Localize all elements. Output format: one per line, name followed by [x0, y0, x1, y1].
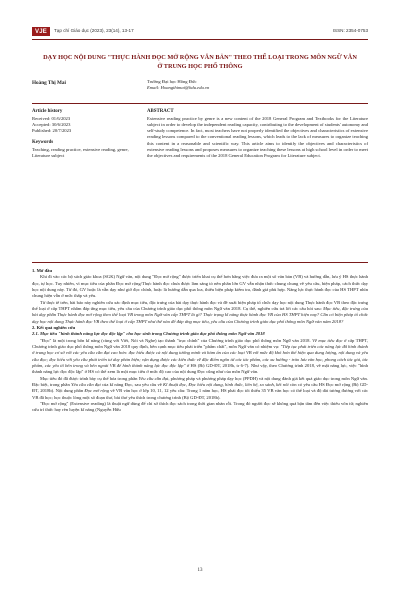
- abstract-text: Extensive reading practice by genre is a new content of the 2018 General Program and Textbooks for the Literature subject in order to develop the independent reading capacity, contributing to the development of students' autonomy and self-study competence. In fact, most teachers have not properly identified the objectives and characteristics of extensive reading lessons compared to the conventional reading lessons, which leads to the lack of measures to organize teaching this content in a reasonable and scientific way. This article aims to identify the objectives and characteristics of extensive reading lessons and proposes measures to organize teaching these lessons at high school level in order to meet the objectives and requirements of the 2018 General Education Program for Literature subject.: [147, 115, 368, 159]
- article-info: [32, 109, 136, 159]
- abstract-heading: ABSTRACT: [147, 109, 174, 114]
- info-rule-bottom: [32, 262, 368, 263]
- header-rule: [32, 39, 368, 40]
- published-date: Published: 20/7/2023: [32, 128, 72, 134]
- author-email: Email: Hoangthimai@hdu.edu.vn: [147, 85, 210, 91]
- article-history-heading: Article history: [32, 109, 63, 114]
- paragraph-4: Mục tiêu đó đã được trình bày cụ thể hóa trong phần Yêu cầu cần đạt, phương pháp và phương pháp dạy học (PPDH) và nội dung đánh giá kết quả giáo dục trong môn Ngữ văn. Đặc biệt, trong phần Yêu cầu cần đạt của kĩ năng Đọc, sau yêu cầu về Kĩ thuật đọc, Đọc hiểu nội dung, hình thức, liên hệ, so sánh, kết nối còn có yêu cầu HS Đọc mở rộng (Bộ GD-ĐT, 2018b). Nội dung phần Đọc mở rộng về VB văn học ở lớp 10, 11, 12 yêu cầu: Trong 1 năm học, HS phải đọc tối thiểu 35 VB văn học có thể loại và độ dài tương đương với các VB đã học; học thuộc lòng một số đoạn thơ, bài thơ yêu thích trong chương trình (Bộ GD-ĐT, 2018b).: [32, 375, 369, 400]
- section-1-heading: 1. Mở đầu: [32, 268, 53, 273]
- issn: ISSN: 2354-0753: [332, 28, 368, 33]
- affiliation-name: Trường Đại học Hồng Đức: [147, 79, 197, 84]
- author-name: Hoàng Thị Mai: [32, 80, 66, 86]
- accepted-date: Accepted: 30/6/2023: [32, 121, 71, 127]
- abstract: [147, 109, 368, 159]
- paragraph-3: "Đọc" là một trong bốn kĩ năng (cùng với Viết, Nói và Nghe) tạo thành "trục chính" của Chương trình giáo dục phổ thông môn Ngữ văn 2018. Về mục tiêu đọc ở cấp THPT, Chương trình giáo dục phổ thông môn Ngữ văn 2018 quy định, bên cạnh mục tiêu phát triển "phẩm chất", môn Ngữ văn có nhiệm vụ: "Tiếp tục phát triển các năng lực đã hình thành ở trung học cơ sở với các yêu cầu cần đạt cao hơn: đọc hiểu được cả nội dung tường minh và hàm ẩn của các loại VB với mức độ khó hơn thể hiện qua dung lượng, nội dung và yêu cầu đọc; đọc hiểu với yêu cầu phát triển tư duy phản biện; vận dụng được các kiến thức về đặc điểm ngôn từ các tác phẩm, các xu hướng - trào lưu văn học, phong cách tác giả, tác phẩm, các yếu tố bên trong và bên ngoài VB để hình thành năng lực đọc độc lập" ở HS (Bộ GD-ĐT, 2018b, tr 6-7). Như vậy, theo Chương trình 2018, về mặt năng lực, việc "hình thành năng lực đọc độc lập" ở HS có thể xem là một mục tiêu ở mức độ cao của nội dung Đọc cũng như của môn Ngữ văn.: [32, 337, 369, 375]
- info-rule-top: [32, 103, 368, 104]
- section-2-1-heading: 2.1. Mục tiêu "hình thành năng lực đọc độc lập" cho học sinh trong Chương trình giáo dục phổ thông môn Ngữ văn 2018: [32, 331, 265, 337]
- paragraph-5: "Đọc mở rộng" (Extensive reading) là thuật ngữ dùng để chỉ sở thích đọc sách trong thời gian nhàn rỗi. Trong đó người đọc sẽ không quá bận tâm đến việc thiếu vốn từ; nghiên cứu trí thức hay rèn luyện kĩ năng (Nguyễn Hữu: [32, 400, 368, 413]
- paragraph-1: Khi đi vào các bộ sách giáo khoa (SGK) Ngữ văn, nội dung "Đọc mở rộng" được triển khai cụ thể hơn bằng việc đưa ra một số văn bản (VB) và hướng dẫn, lưu ý HS thực hành đọc, tự học. Tuy nhiên, vì mục tiêu của phần Đọc mở rộng/Thực hành đọc chưa được làm sáng tỏ nên phần lớn GV vẫn nhận thức chung chung về yêu cầu, biện pháp, cách thức dạy học nội dung này. Từ đó, GV hoặc là vẫn dạy như giờ đọc chính, hoặc là hướng dẫn qua loa, thiếu biện pháp kiểm tra, đánh giá phù hợp. Năng lực thực hành đọc của HS THPT nhìn chung hiện vẫn ở mức thấp và yếu.: [32, 274, 368, 299]
- paragraph-2: Từ thực tế trên, bài báo này nghiên cứu xác định mục tiêu, đặc trưng của bài dạy thực hành đọc và đề xuất biện pháp tổ chức dạy học nội dung Thực hành đọc VB theo đặc trưng thể loại ở cấp THPT nhằm đáp ứng mục tiêu, yêu cầu của Chương trình giáo dục phổ thông môn Ngữ văn 2018. Cụ thể, nghiên cứu trả lời các câu hỏi sau: Mục tiêu, đặc trưng của bài dạy phần Thực hành đọc mở rộng theo thể loại VB trong môn Ngữ văn cấp THPT là gì? Thực trạng kĩ năng thực hành đọc VB của HS THPT hiện nay? Cần có biện pháp tổ chức dạy học nội dung Thực hành đọc VB theo thể loại ở cấp THPT như thế nào để đáp ứng mục tiêu, yêu cầu của Chương trình giáo dục phổ thông môn Ngữ văn năm 2018?: [32, 299, 368, 324]
- journal-citation: Tạp chí Giáo dục (2023), 23(14), 13-17: [54, 28, 134, 33]
- received-date: Received: 01/6/2023: [32, 115, 71, 121]
- paper-body: [32, 268, 368, 414]
- paper-title: DẠY HỌC NỘI DUNG "THỰC HÀNH ĐỌC MỞ RỘNG VĂN BẢN" THEO THỂ LOẠI TRONG MÔN NGỮ VĂN Ở TRUNG HỌC PHỔ THÔNG: [43, 54, 357, 70]
- journal-logo: VJE: [32, 27, 50, 36]
- keywords-heading: Keywords: [32, 140, 54, 146]
- author-affiliation: [147, 79, 367, 92]
- page-number: 13: [197, 568, 203, 573]
- section-2-heading: 2. Kết quả nghiên cứu: [32, 324, 76, 330]
- journal-header: [32, 27, 368, 37]
- keywords-text: Teaching, reading practice, extensive reading, genre, Literature subject: [32, 147, 129, 159]
